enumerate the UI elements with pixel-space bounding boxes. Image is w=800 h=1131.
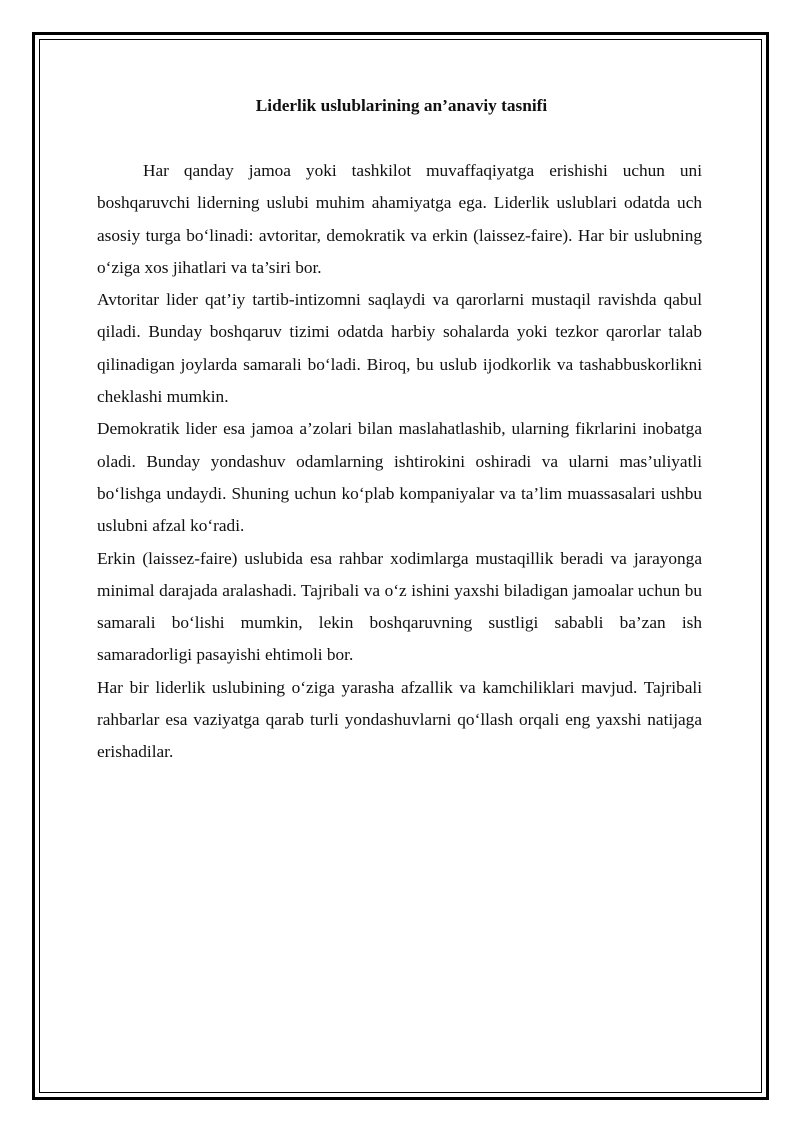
paragraph-laissez-faire: Erkin (laissez-faire) uslubida esa rahbar xodimlarga mustaqillik beradi va jarayonga minimal darajada aralashadi. Tajribali va o‘z ishini yaxshi biladigan jamoalar uchun bu samarali bo‘lishi mumkin, lekin boshqaruvning sustligi sababli ba’zan ish samaradorligi pasayishi ehtimoli bor. bbox=[97, 548, 702, 665]
document-title: Liderlik uslublarining an’anaviy tasnifi bbox=[255, 96, 548, 115]
paragraph-authoritarian: Avtoritar lider qat’iy tartib-intizomni saqlaydi va qarorlarni mustaqil ravishda qabul qiladi. Bunday boshqaruv tizimi odatda harbiy sohalarda yoki tezkor qarorlar talab qilinadigan joylarda samarali bo‘ladi. Biroq, bu uslub ijodkorlik va tashabbuskorlikni cheklashi mumkin. bbox=[97, 290, 702, 407]
paragraph-conclusion: Har bir liderlik uslubining o‘ziga yarasha afzallik va kamchiliklari mavjud. Tajribali rahbarlar esa vaziyatga qarab turli yondashuvlarni qo‘llash orqali eng yaxshi natijaga erishadilar. bbox=[97, 677, 702, 762]
paragraph-intro: Har qanday jamoa yoki tashkilot muvaffaqiyatga erishishi uchun uni boshqaruvchi liderning uslubi muhim ahamiyatga ega. Liderlik uslublari odatda uch asosiy turga bo‘linadi: avtoritar, demokratik va erkin (laissez-faire). Har bir uslubning o‘ziga xos jihatlari va ta’siri bor. bbox=[97, 161, 702, 277]
document-body bbox=[97, 92, 702, 769]
paragraph-democratic: Demokratik lider esa jamoa a’zolari bilan maslahatlashib, ularning fikrlarini inobatga oladi. Bunday yondashuv odamlarning ishtirokini oshiradi va ularni mas’uliyatli bo‘lishga undaydi. Shuning uchun ko‘plab kompaniyalar va ta’lim muassasalari ushbu uslubni afzal ko‘radi. bbox=[97, 419, 702, 536]
